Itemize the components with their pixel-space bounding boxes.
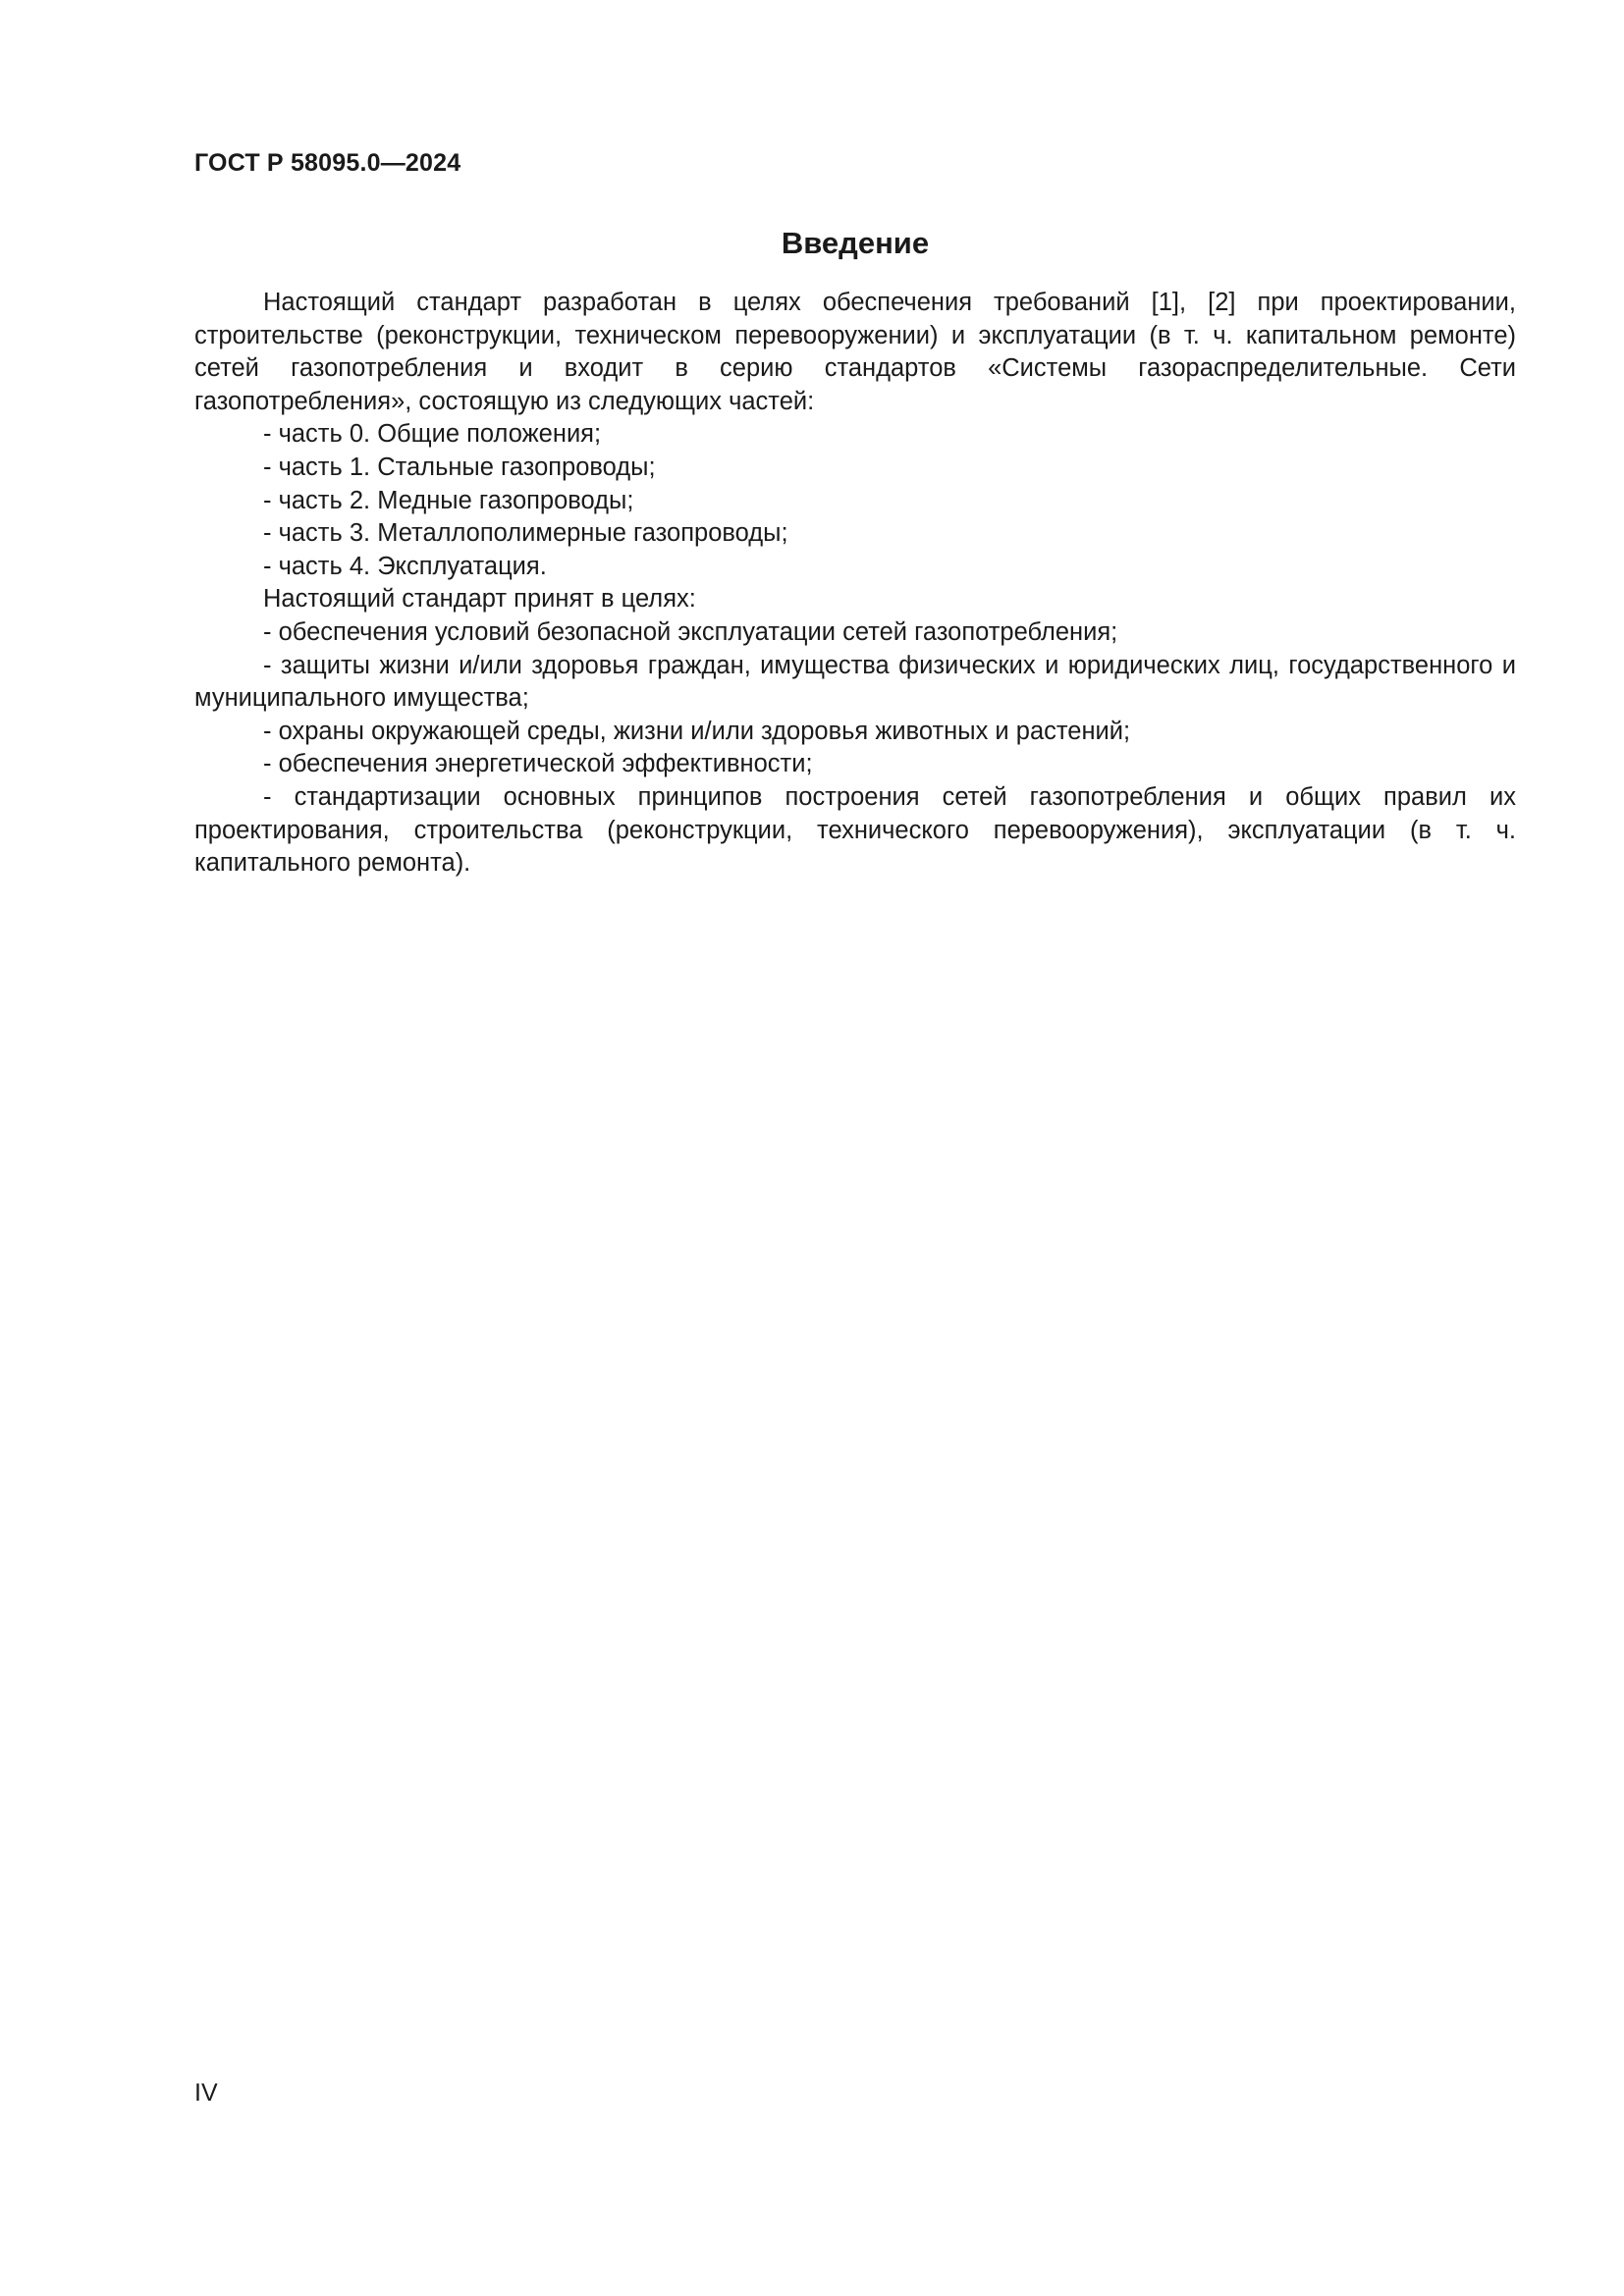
- body-text: [194, 287, 1516, 881]
- list-item-part-2: - часть 2. Медные газопроводы;: [263, 486, 634, 514]
- document-id-header: ГОСТ Р 58095.0—2024: [194, 149, 461, 177]
- list-item-part-0: - часть 0. Общие положения;: [263, 420, 602, 449]
- list-item-part-4: - часть 4. Эксплуатация.: [263, 552, 547, 580]
- page-number: IV: [194, 2079, 218, 2107]
- paragraph-intro: Настоящий стандарт разработан в целях обеспечения требований [1], [2] при проектировании, строительстве (реконструкции, техническом перевооружении) и эксплуатации (в т. ч. капитальном ремонте) сетей газопотребления и входит в серию стандартов «Системы газораспределительные. Сети газопотребления», состоящую из следующих частей:: [194, 289, 1516, 415]
- paragraph-purpose: Настоящий стандарт принят в целях:: [263, 585, 696, 614]
- list-item-part-3: - часть 3. Металлополимерные газопроводы;: [263, 519, 788, 548]
- list-item-purpose-energy: - обеспечения энергетической эффективности;: [263, 750, 813, 778]
- list-item-purpose-protection: - защиты жизни и/или здоровья граждан, имущества физических и юридических лиц, государственного и муниципального имущества;: [194, 651, 1516, 713]
- section-title: Введение: [781, 226, 930, 260]
- list-item-purpose-safety: - обеспечения условий безопасной эксплуатации сетей газопотребления;: [263, 617, 1118, 646]
- list-item-purpose-standardization: - стандартизации основных принципов построения сетей газопотребления и общих правил их проектирования, строительства (реконструкции, технического перевооружения), эксплуатации (в т. ч. капитального ремонта).: [194, 782, 1516, 878]
- list-item-purpose-environment: - охраны окружающей среды, жизни и/или здоровья животных и растений;: [263, 717, 1131, 745]
- list-item-part-1: - часть 1. Стальные газопроводы;: [263, 453, 656, 481]
